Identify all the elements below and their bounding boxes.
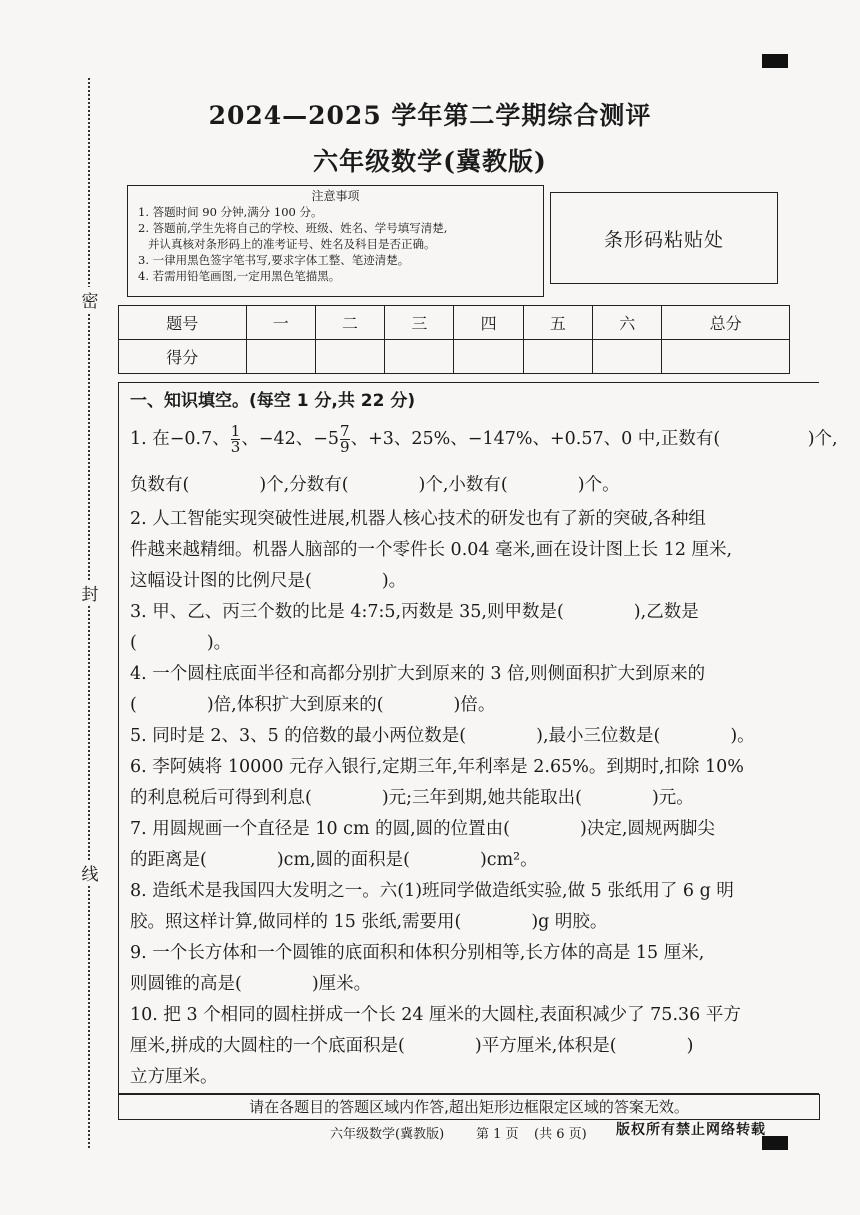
question-line: 5. 同时是 2、3、5 的倍数的最小两位数是( ),最小三位数是( )。 — [130, 726, 755, 746]
question-line: 立方厘米。 — [130, 1067, 218, 1087]
barcode-area — [550, 192, 778, 284]
question-1-line-2: 负数有( )个,分数有( )个,小数有( )个。 — [130, 475, 620, 495]
footer-subject: 六年级数学(冀教版) — [330, 1127, 445, 1142]
score-cell-blank[interactable] — [662, 340, 790, 374]
question-line: 的距离是( )cm,圆的面积是( )cm²。 — [130, 850, 538, 870]
question-line: 7. 用圆规画一个直径是 10 cm 的圆,圆的位置由( )决定,圆规两脚尖 — [130, 819, 715, 839]
question-line: ( )倍,体积扩大到原来的( )倍。 — [130, 695, 496, 715]
score-table — [118, 305, 790, 374]
answer-area-warning: 请在各题目的答题区域内作答,超出矩形边框限定区域的答案无效。 — [118, 1094, 820, 1120]
question-line: 6. 李阿姨将 10000 元存入银行,定期三年,年利率是 2.65%。到期时,扣除 10% — [130, 757, 744, 777]
fraction-seven-ninths: $\frac{7}{9}$ — [340, 422, 350, 456]
question-1-line-1 — [130, 422, 838, 456]
section-heading: 一、知识填空。(每空 1 分,共 22 分) — [130, 391, 416, 411]
question-line: 胶。照这样计算,做同样的 15 张纸,需要用( )g 明胶。 — [130, 912, 608, 932]
footer-page-total: (共 6 页) — [534, 1127, 587, 1142]
instruction-line: 1. 答题时间 90 分钟,满分 100 分。 — [138, 205, 323, 219]
instructions-box — [127, 185, 544, 297]
score-cell-header: 总分 — [662, 306, 790, 340]
question-line: 8. 造纸术是我国四大发明之一。六(1)班同学做造纸实验,做 5 张纸用了 6 g 明 — [130, 881, 734, 901]
instruction-line: 4. 若需用铅笔画图,一定用黑色笔描黑。 — [138, 269, 341, 283]
exam-subtitle: 六年级数学(冀教版) — [313, 147, 547, 176]
question-line: 件越来越精细。机器人脑部的一个零件长 0.04 毫米,画在设计图上长 12 厘米, — [130, 540, 733, 560]
instruction-line: 2. 答题前,学生先将自己的学校、班级、姓名、学号填写清楚, — [138, 221, 448, 235]
footer-page-number: 第 1 页 — [476, 1127, 519, 1142]
binding-xian-label: 线 — [78, 860, 102, 885]
binding-feng-label: 封 — [78, 580, 102, 605]
binding-dotted-line — [88, 78, 90, 1148]
q1-suffix: 、+3、25%、−147%、+0.57、0 中,正数有( )个, — [350, 429, 838, 449]
q1-mid: 、−42、−5 — [241, 429, 340, 449]
score-cell-header: 二 — [315, 306, 384, 340]
fraction-one-third: $\frac{1}{3}$ — [230, 422, 241, 456]
binding-mi-label: 密 — [78, 287, 102, 312]
score-cell-blank[interactable] — [385, 340, 454, 374]
score-cell-header: 五 — [523, 306, 592, 340]
instructions-heading: 注意事项 — [311, 189, 360, 203]
barcode-label: 条形码粘贴处 — [603, 228, 724, 251]
score-cell-blank[interactable] — [246, 340, 315, 374]
instruction-line: 3. 一律用黑色签字笔书写,要求字体工整、笔迹清楚。 — [138, 253, 410, 267]
score-cell-header: 三 — [385, 306, 454, 340]
question-line: 2. 人工智能实现突破性进展,机器人核心技术的研发也有了新的突破,各种组 — [130, 509, 706, 529]
score-table-header-row — [119, 306, 790, 340]
question-line: 10. 把 3 个相同的圆柱拼成一个长 24 厘米的大圆柱,表面积减少了 75.36 平方 — [130, 1005, 741, 1025]
question-line: 厘米,拼成的大圆柱的一个底面积是( )平方厘米,体积是( ) — [130, 1036, 694, 1056]
q1-prefix: 1. 在−0.7、 — [130, 429, 230, 449]
copyright-notice: 版权所有禁止网络转载 — [616, 1122, 766, 1138]
score-cell-blank[interactable] — [593, 340, 662, 374]
question-line: ( )。 — [130, 633, 232, 653]
question-line: 这幅设计图的比例尺是( )。 — [130, 571, 407, 591]
question-line: 9. 一个长方体和一个圆锥的底面积和体积分别相等,长方体的高是 15 厘米, — [130, 943, 705, 963]
score-cell-header: 六 — [593, 306, 662, 340]
question-line: 4. 一个圆柱底面半径和高都分别扩大到原来的 3 倍,则侧面积扩大到原来的 — [130, 664, 706, 684]
score-cell-blank[interactable] — [454, 340, 523, 374]
exam-title: 2024—2025 学年第二学期综合测评 — [208, 101, 652, 130]
question-line: 则圆锥的高是( )厘米。 — [130, 974, 372, 994]
score-cell-header: 题号 — [119, 306, 247, 340]
score-row-label: 得分 — [119, 340, 247, 374]
score-cell-blank[interactable] — [315, 340, 384, 374]
question-line: 3. 甲、乙、丙三个数的比是 4:7:5,丙数是 35,则甲数是( ),乙数是 — [130, 602, 699, 622]
score-table-score-row — [119, 340, 790, 374]
score-cell-header: 一 — [246, 306, 315, 340]
registration-mark-top — [762, 54, 788, 68]
question-line: 的利息税后可得到利息( )元;三年到期,她共能取出( )元。 — [130, 788, 694, 808]
score-cell-header: 四 — [454, 306, 523, 340]
score-cell-blank[interactable] — [523, 340, 592, 374]
instruction-line: 并认真核对条形码上的准考证号、姓名及科目是否正确。 — [148, 237, 436, 251]
